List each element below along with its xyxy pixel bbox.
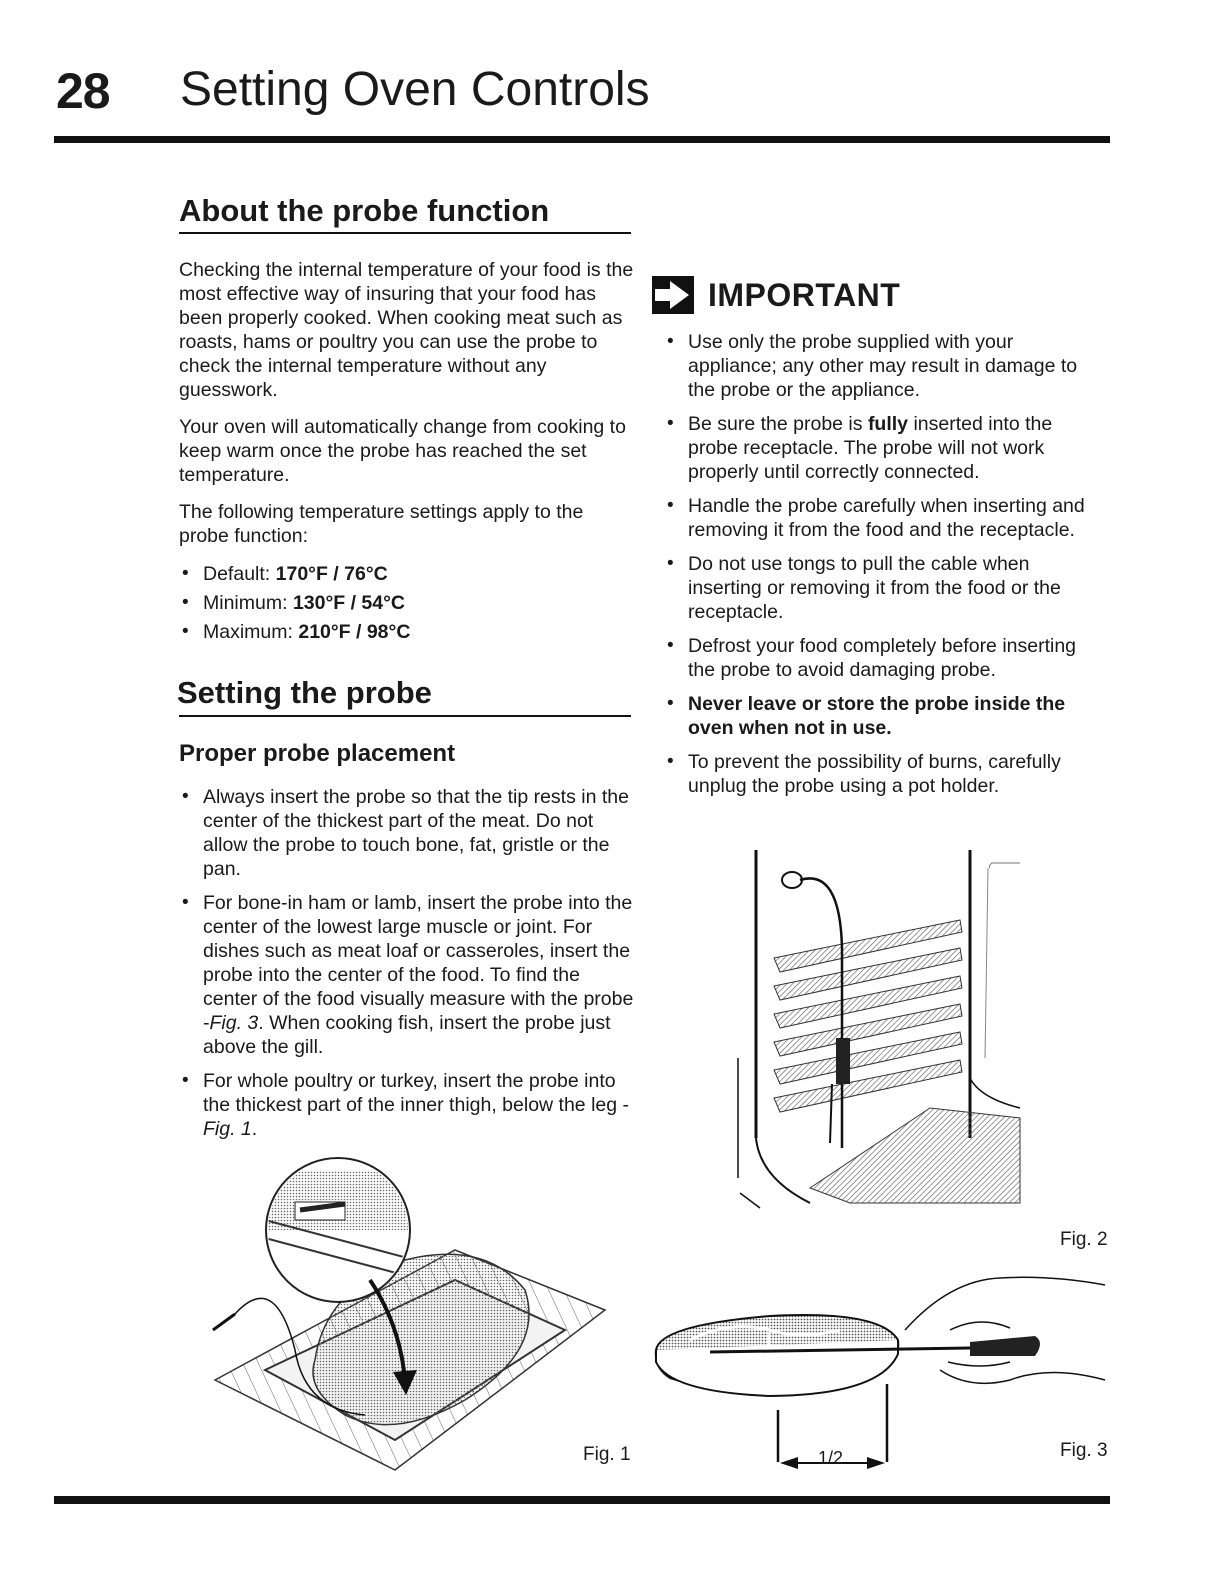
setting-probe-heading: Setting the probe	[177, 675, 432, 710]
arrow-right-box-icon	[652, 276, 694, 314]
list-item-text: Use only the probe supplied with your appliance; any other may result in damage to the probe or the appliance.	[688, 331, 1078, 401]
header-rule	[54, 136, 1110, 143]
list-item-text: For whole poultry or turkey, insert the probe into the thickest part of the inner thigh, below the leg -	[203, 1070, 630, 1116]
about-heading: About the probe function	[179, 193, 550, 228]
page-title: Setting Oven Controls	[180, 63, 650, 116]
probe-placement-subheading: Proper probe placement	[179, 740, 456, 767]
list-item-text: Be sure the probe is	[688, 413, 868, 435]
about-paragraph: Your oven will automatically change from cooking to keep warm once the probe has reached the set temperature.	[179, 416, 626, 486]
setting-minimum	[179, 591, 635, 615]
figure-reference: Fig. 3	[209, 1012, 259, 1034]
important-list	[664, 330, 1100, 798]
figure-caption: Fig. 2	[1060, 1229, 1108, 1250]
list-item-text: Do not use tongs to pull the cable when inserting or removing it from the food or the receptacle.	[688, 553, 1061, 623]
temperature-settings-list	[179, 562, 635, 644]
page-number: 28	[56, 63, 110, 119]
list-item-text: To prevent the possibility of burns, carefully unplug the probe using a pot holder.	[688, 751, 1061, 797]
setting-probe-heading-rule	[179, 715, 631, 717]
figure-caption: Fig. 3	[1060, 1440, 1108, 1461]
about-paragraph: Checking the internal temperature of your food is the most effective way of insuring that your food has been properly cooked. When cooking meat such as roasts, hams or poultry you can use the probe to check the internal temperature without any guesswork.	[179, 259, 634, 401]
list-item-text: .	[251, 1118, 258, 1140]
list-item	[664, 494, 1100, 542]
figure-caption: Fig. 1	[583, 1444, 631, 1465]
list-item	[664, 552, 1100, 624]
list-item	[664, 330, 1100, 402]
list-item	[664, 412, 1100, 484]
list-item-text: Always insert the probe so that the tip rests in the center of the thickest part of the meat. Do not allow the probe to touch bone, fat, gristle or the pan.	[203, 786, 629, 880]
list-item	[179, 891, 635, 1059]
setting-value: 210°F / 98°C	[298, 621, 411, 643]
list-item-text: Defrost your food completely before inserting the probe to avoid damaging probe.	[688, 635, 1077, 681]
list-item-text: Handle the probe carefully when inserting and removing it from the food and the receptacle.	[688, 495, 1085, 541]
list-item	[664, 634, 1100, 682]
list-item	[664, 750, 1100, 798]
setting-label: Maximum:	[203, 621, 293, 643]
setting-label: Minimum:	[203, 592, 288, 614]
important-body	[664, 330, 1100, 808]
list-item	[664, 692, 1100, 740]
list-item-text: . When cooking fish, insert the probe just above the gill.	[203, 1012, 611, 1058]
footer-rule	[54, 1496, 1110, 1504]
measure-label: 1/2	[818, 1448, 844, 1468]
steak-measure-illustration	[650, 1270, 1110, 1475]
about-body	[179, 258, 635, 649]
placement-list	[179, 785, 635, 1141]
setting-default	[179, 562, 635, 586]
placement-body	[179, 785, 635, 1151]
list-item-text: For bone-in ham or lamb, insert the probe into the center of the lowest large muscle or joint. For dishes such as meat loaf or casseroles, insert the probe into the center of the food. To find the center of the food visually measure with the probe -	[203, 892, 634, 1034]
list-item	[179, 1069, 635, 1141]
list-item-text: inserted into the probe receptacle. The probe will not work properly until correctly connected.	[688, 413, 1053, 483]
about-paragraph: The following temperature settings apply to the probe function:	[179, 501, 584, 547]
setting-value: 130°F / 54°C	[292, 592, 406, 614]
list-item-text: Never leave or store the probe inside the oven when not in use.	[688, 693, 1066, 739]
setting-value: 170°F / 76°C	[275, 563, 388, 585]
poultry-probe-illustration	[205, 1150, 615, 1480]
setting-label: Default:	[203, 563, 271, 585]
important-header	[652, 276, 900, 314]
oven-probe-illustration	[730, 848, 1030, 1213]
about-heading-rule	[179, 232, 631, 234]
important-label: IMPORTANT	[708, 276, 901, 313]
figure-reference: Fig. 1	[203, 1118, 252, 1140]
setting-maximum	[179, 620, 635, 644]
list-item	[179, 785, 635, 881]
emphasis: fully	[867, 413, 909, 435]
